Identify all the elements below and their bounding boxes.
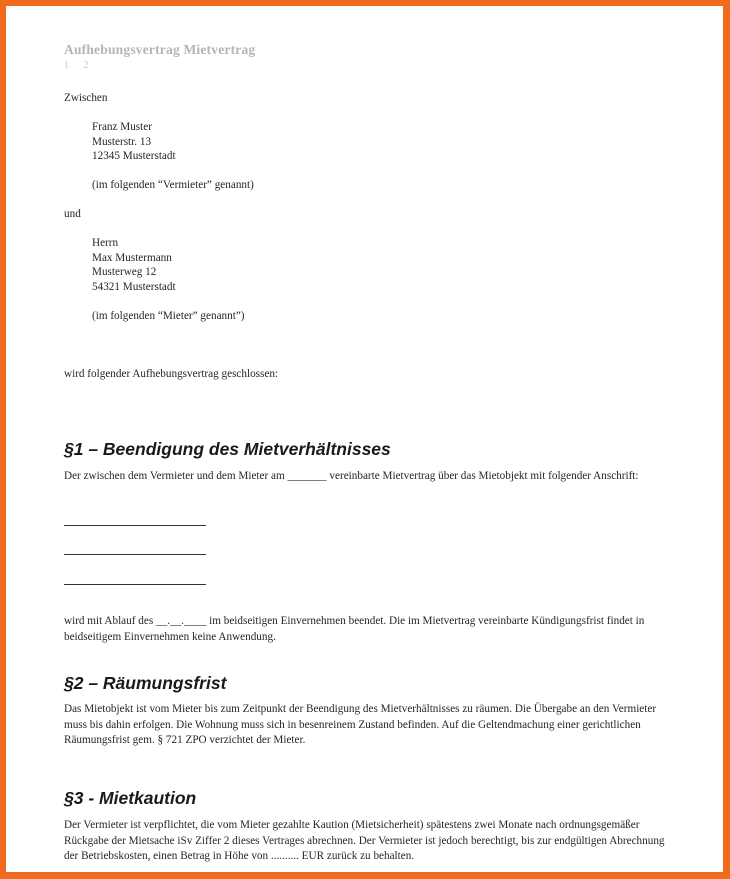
page-indicator: 1 2 [64,60,95,71]
tenant-street: Musterweg 12 [92,266,157,278]
section-2-heading: §2 – Räumungsfrist [64,673,227,693]
address-line-2 [64,554,206,555]
between-label: Zwischen [64,92,108,104]
section-3-text: Der Vermieter ist verpflichtet, die vom Mieter gezahlte Kaution (Mietsicherheit) spätestens zwei Monate nach ordnungsgemäßer Rückgabe der Mietsache iSv Ziffer 2 dieses Vertrages abrechnen. Der Vermieter ist jedoch berechtigt, bis zur endgültigen Abrechnung der Betriebskosten, einen Betrag in Höhe von .......... EUR zurück zu behalten. [64,819,665,863]
section-1-heading: §1 – Beendigung des Mietverhältnisses [64,439,391,459]
section-3-heading: §3 - Mietkaution [64,788,197,808]
tenant-name: Max Mustermann [92,252,172,264]
section-1-text-2: wird mit Ablauf des __.__.____ im beidseitigen Einvernehmen beendet. Die im Mietvertrag vereinbarte Kündigungsfrist findet in beidseitigem Einvernehmen keine Anwendung. [64,615,645,643]
document-page [6,6,723,872]
tenant-city: 54321 Musterstadt [92,281,176,293]
landlord-name: Franz Muster [92,121,152,133]
landlord-street: Musterstr. 13 [92,136,152,148]
and-label: und [64,208,81,220]
section-1-text-1: Der zwischen dem Vermieter und dem Mieter am _______ vereinbarte Mietvertrag über das Mietobjekt mit folgender Anschrift: [64,470,639,482]
address-line-1 [64,525,206,526]
tenant-designation: (im folgenden “Mieter” genannt”) [92,310,245,322]
document-title: Aufhebungsvertrag Mietvertrag [64,42,256,57]
landlord-city: 12345 Musterstadt [92,150,176,162]
contract-intro: wird folgender Aufhebungsvertrag geschlossen: [64,368,279,380]
section-2-text: Das Mietobjekt ist vom Mieter bis zum Zeitpunkt der Beendigung des Mietverhältnisses zu räumen. Die Übergabe an den Vermieter muss bis dahin erfolgen. Die Wohnung muss sich in besenreinem Zustand befinden. Auf die Geltendmachung einer gerichtlichen Räumungsfrist gem. § 721 ZPO verzichtet der Mieter. [64,703,657,747]
tenant-salutation: Herrn [92,237,119,249]
address-line-3 [64,584,206,585]
landlord-designation: (im folgenden “Vermieter” genannt) [92,179,254,191]
